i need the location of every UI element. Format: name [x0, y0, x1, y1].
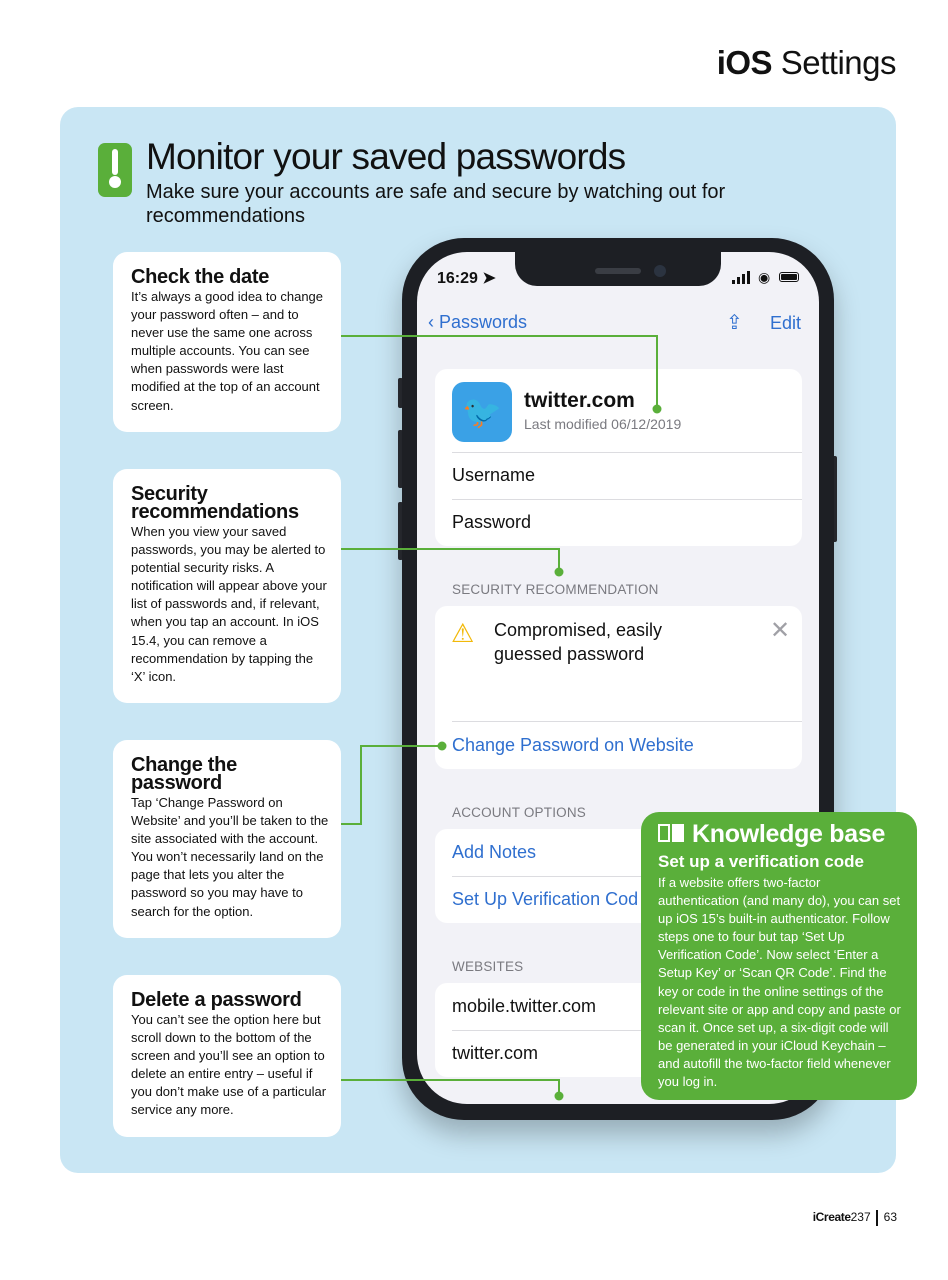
tip-heading: Check the date — [131, 266, 270, 288]
tip-body: You can’t see the option here but scroll down to the bottom of the screen and you’ll see an option to delete an entire entry – useful if you don’t make use of a particular service any more. — [131, 1012, 327, 1118]
tip-heading: Security recommendations — [131, 483, 299, 523]
dismiss-x-icon[interactable]: ✕ — [770, 617, 791, 644]
knowledge-heading-text: Knowledge base — [692, 820, 886, 848]
footer-divider — [876, 1210, 878, 1226]
page-footer — [813, 1210, 897, 1226]
share-icon[interactable]: ⇪ — [726, 312, 743, 334]
back-label: Passwords — [439, 312, 528, 332]
knowledge-subheading: Set up a verification code — [658, 852, 864, 871]
password-row[interactable]: Password — [452, 512, 532, 532]
feature-subtitle: Make sure your accounts are safe and secure by watching out for recommendations — [146, 181, 726, 227]
websites-label: WEBSITES — [452, 959, 524, 974]
callout-dot — [555, 1092, 564, 1101]
feature-title: Monitor your saved passwords — [146, 136, 626, 177]
tip-body: When you view your saved passwords, you may be alerted to potential security risks. A notification will appear above your list of passwords and, if relevant, when you tap an account. In iOS 15.4, you can remove a recommendation by tapping the ‘X’ icon. — [131, 524, 327, 684]
knowledge-body: If a website offers two-factor authentication (and many do), you can set up iOS 15’s built-in authenticator. Follow steps one to four but tap ‘Set Up Verification Code’. Now select ‘Enter a Setup Key’ or ‘Scan QR Code’. Find the key or code in the online settings of the relevant site or app and copy and paste or scan it. Once set up, a six-digit code will be generated in your iCloud Keychain – and autofill the two-factor field whenever you log in. — [658, 875, 901, 1090]
callout-dot — [438, 742, 447, 751]
section-header-rest: Settings — [772, 44, 896, 81]
page-number: 63 — [883, 1210, 897, 1225]
account-site: twitter.com — [524, 389, 635, 412]
tip-body: Tap ‘Change Password on Website’ and you’ll be taken to the site associated with the account. You won’t necessarily land on the page that lets you alter the password so you may have to search for the option. — [131, 795, 329, 919]
twitter-bird-icon: 🐦 — [452, 382, 512, 442]
footer-issue: 237 — [850, 1210, 871, 1225]
callout-line-date — [341, 336, 657, 409]
footer-brand: iCreate — [812, 1210, 851, 1225]
tip-heading: Change the password — [131, 754, 237, 794]
warning-icon: ⚠ — [451, 618, 475, 648]
last-modified: Last modified 06/12/2019 — [524, 416, 682, 432]
change-password-link[interactable]: Change Password on Website — [452, 735, 694, 755]
tip-body: It’s always a good idea to change your password often – and to never use the same one across multiple accounts. You can see when passwords were last modified at the top of an account screen. — [131, 289, 324, 413]
add-notes-button[interactable]: Add Notes — [452, 842, 537, 862]
callout-line-delete — [341, 1080, 559, 1096]
chevron-left-icon: ‹ — [428, 312, 439, 332]
account-options-label: ACCOUNT OPTIONS — [452, 805, 587, 820]
tip-heading: Delete a password — [131, 989, 302, 1011]
website-row[interactable]: twitter.com — [452, 1043, 539, 1063]
callout-dot — [555, 568, 564, 577]
status-time: 16:29 ➤ — [437, 270, 496, 287]
section-header-bold: iOS — [716, 44, 773, 81]
callout-line-security — [341, 549, 559, 572]
verification-code-button[interactable]: Set Up Verification Cod — [452, 889, 639, 909]
book-icon — [658, 824, 686, 844]
security-section-label: SECURITY RECOMMENDATION — [452, 582, 659, 597]
callout-dot — [653, 405, 662, 414]
knowledge-heading — [658, 818, 903, 850]
wifi-icon: ◉ — [758, 269, 771, 285]
username-row[interactable]: Username — [452, 465, 536, 485]
edit-button[interactable]: Edit — [770, 313, 802, 333]
knowledge-base-box — [641, 812, 917, 1100]
warning-text: Compromised, easily guessed password — [494, 620, 663, 664]
website-row[interactable]: mobile.twitter.com — [452, 996, 597, 1016]
callout-line-change — [341, 746, 442, 824]
